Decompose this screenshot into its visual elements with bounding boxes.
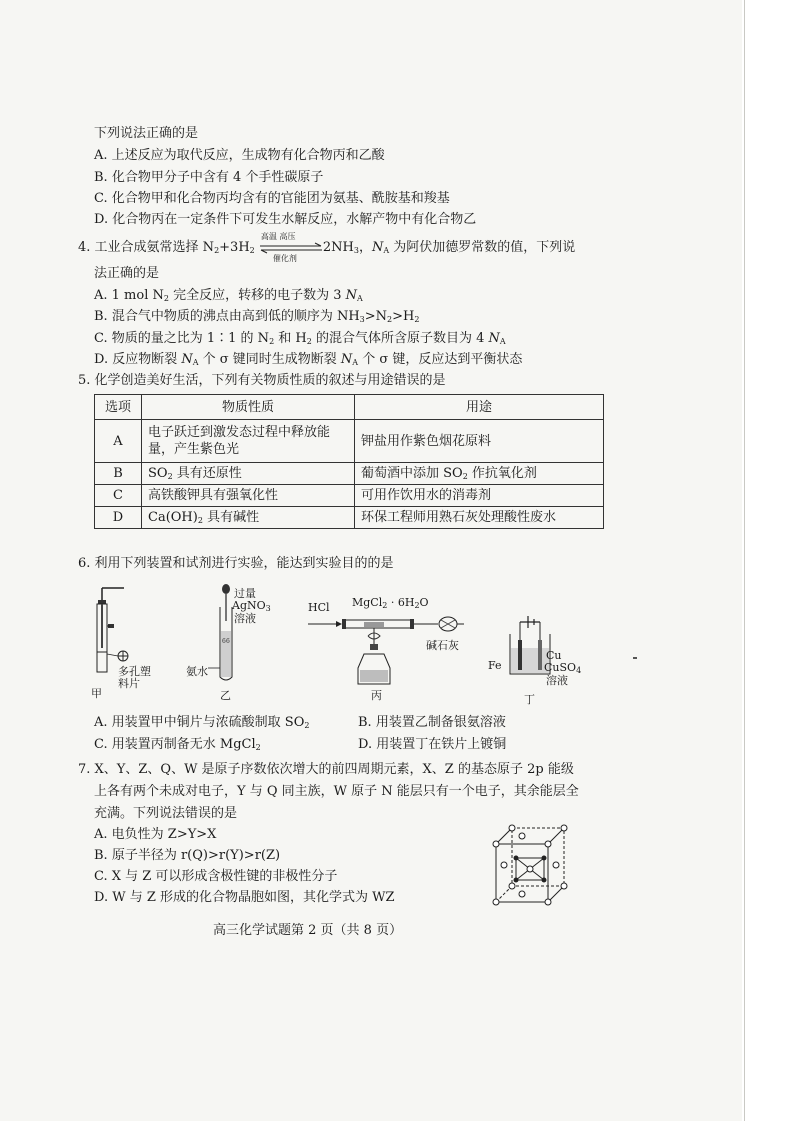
scan-speck <box>633 657 637 659</box>
q4-number: 4. <box>78 240 91 255</box>
q7-option-b: B. 原子半径为 r(Q)>r(Y)>r(Z) <box>94 848 281 863</box>
label-cuso4: CuSO$_4$ <box>544 661 582 675</box>
label-solution-ding: 溶液 <box>546 674 568 687</box>
table-row: B $SO_2$ 具有还原性 葡萄酒中添加 $SO_2$ 作抗氧化剂 <box>95 463 604 485</box>
label-porous-2: 料片 <box>118 677 140 690</box>
crystal-cell-icon <box>486 820 576 912</box>
q3-stem: 下列说法正确的是 <box>94 126 199 141</box>
label-mgcl2-hydrate: MgCl$_2$ · $6H_2O$ <box>352 596 429 610</box>
q4-stem: 4. 工业合成氨常选择 $N_2+3H_2$ 高温 高压 催化剂 $2NH_3$，$N_A$ 为阿伏加德罗常数的值，下列说 <box>78 231 576 263</box>
q4-option-c: C. 物质的量之比为 1∶1 的 $N_2$ 和 $H_2$ 的混合气体所含原子数目为 4 $N_A$ <box>94 331 506 346</box>
header-use: 用途 <box>355 395 604 420</box>
pointer-line-icon <box>208 665 220 671</box>
q7-line3: 充满。下列说法错误的是 <box>94 806 238 821</box>
q4-option-d: D. 反应物断裂 $N_A$ 个 σ 键同时生成物断裂 $N_A$ 个 σ 键，反应达到平衡状态 <box>94 352 523 367</box>
table-row: C 高铁酸钾具有强氧化性 可用作饮用水的消毒剂 <box>95 485 604 507</box>
page-edge-line <box>744 0 745 1121</box>
label-yi: 乙 <box>220 689 231 702</box>
q7-line2: 上各有两个未成对电子，Y 与 Q 同主族，W 原子 N 能层只有一个电子，其余能层全 <box>94 784 579 799</box>
label-hcl: HCl <box>308 601 330 614</box>
q3-option-b: B. 化合物甲分子中含有 4 个手性碳原子 <box>94 170 324 185</box>
label-jia: 甲 <box>91 687 102 700</box>
label-ding: 丁 <box>524 693 535 706</box>
q3-option-c: C. 化合物甲和化合物丙均含有的官能团为氨基、酰胺基和羧基 <box>94 191 450 206</box>
label-excess: 过量 <box>234 587 256 600</box>
label-soda-lime: 碱石灰 <box>426 639 459 652</box>
q5-stem: 5. 化学创造美好生活，下列有关物质性质的叙述与用途错误的是 <box>78 373 446 388</box>
label-porous-1: 多孔塑 <box>118 665 151 678</box>
q7-option-c: C. X 与 Z 可以形成含极性键的非极性分子 <box>94 869 338 884</box>
q5-table <box>94 394 604 529</box>
q3-option-d: D. 化合物丙在一定条件下可发生水解反应，水解产物中有化合物乙 <box>94 212 477 227</box>
q6-stem: 6. 利用下列装置和试剂进行实验，能达到实验目的的是 <box>78 556 394 571</box>
q3-option-a: A. 上述反应为取代反应，生成物有化合物丙和乙酸 <box>94 148 385 163</box>
table-row: D $Ca(OH)_2$ 具有碱性 环保工程师用熟石灰处理酸性废水 <box>95 507 604 529</box>
svg-text:6: 6 <box>222 638 226 645</box>
reaction-condition-top: 高温 高压 <box>260 231 296 241</box>
q7-option-a: A. 电负性为 Z>Y>X <box>94 827 217 842</box>
label-bing: 丙 <box>371 689 382 702</box>
q7-option-d: D. W 与 Z 形成的化合物晶胞如图，其化学式为 WZ <box>94 890 395 905</box>
label-agno3: AgNO$_3$ <box>232 599 271 613</box>
q6-option-b: B. 用装置乙制备银氨溶液 <box>358 715 506 730</box>
svg-text:6: 6 <box>226 638 230 645</box>
q4-stem-line2: 法正确的是 <box>94 266 160 281</box>
table-header-row <box>95 395 604 420</box>
label-ammonia: 氨水 <box>186 665 208 678</box>
reaction-condition-bottom: 催化剂 <box>272 253 297 263</box>
page-footer: 高三化学试题第 2 页（共 8 页） <box>213 923 403 938</box>
label-fe: Fe <box>488 659 502 672</box>
q6-option-d: D. 用装置丁在铁片上镀铜 <box>358 737 507 752</box>
q6-option-a: A. 用装置甲中铜片与浓硫酸制取 $SO_2$ <box>94 715 310 730</box>
label-cu: Cu <box>546 649 562 662</box>
equilibrium-arrow-icon <box>259 241 323 255</box>
table-row: A 电子跃迁到激发态过程中释放能 量，产生紫色光 钾盐用作紫色烟花原料 <box>95 420 604 463</box>
reaction-arrow <box>259 231 323 263</box>
header-property: 物质性质 <box>142 395 355 420</box>
label-solution-yi: 溶液 <box>234 612 256 625</box>
header-option: 选项 <box>95 395 142 420</box>
q6-option-c: C. 用装置丙制备无水 MgCl$_2$ <box>94 737 261 752</box>
q4-option-b: B. 混合气中物质的沸点由高到低的顺序为 $NH_3>N_2>H_2$ <box>94 309 420 324</box>
scan-margin <box>742 0 794 1121</box>
q7-line1: 7. X、Y、Z、Q、W 是原子序数依次增大的前四周期元素，X、Z 的基态原子 2p 能级 <box>78 762 574 777</box>
q4-option-a: A. 1 mol $N_2$ 完全反应，转移的电子数为 3 $N_A$ <box>94 288 363 303</box>
